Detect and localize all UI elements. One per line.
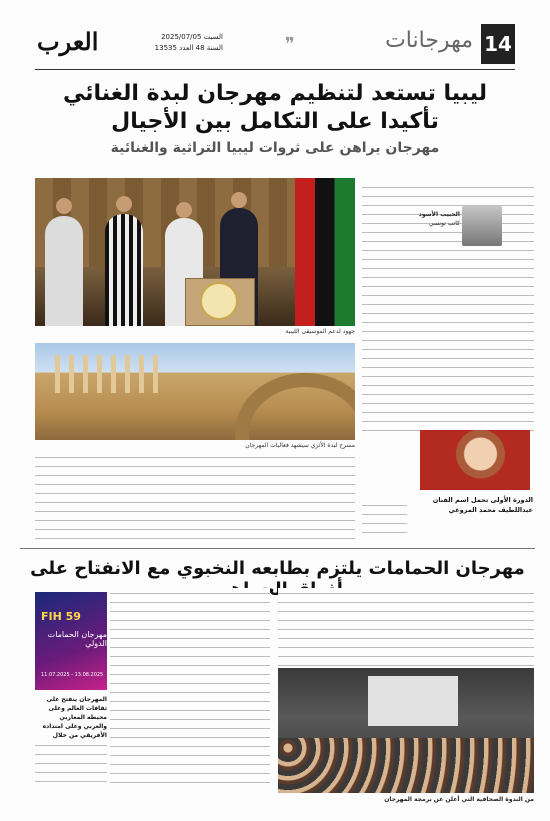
poster-dates: 11.07.2025 - 13.08.2025 [41,672,104,678]
person-1 [45,216,83,326]
column [69,355,74,393]
side-body-text [362,500,407,540]
libya-flag [295,178,355,326]
column [111,355,116,393]
person-3-head [176,202,192,218]
column [139,355,144,393]
poster-caption: المهرجان ينفتح على ثقافات العالم وعلى محيطه المغاربي والعربي وعلى امتداده الأفريقي من خلال [42,696,107,739]
article2-headline: مهرجان الحمامات يلتزم بطابعه النخبوي مع الانفتاح على [30,558,525,579]
article1-body-columns [35,452,355,544]
author-byline [405,210,460,228]
article2-body-columns [110,588,270,788]
page-header [35,22,515,70]
amphitheater-seats [235,373,355,440]
column [125,355,130,393]
poster-title: FIH 59 [41,610,81,623]
column [97,355,102,393]
issue-number: السنة 48 العدد 13535 [154,44,223,52]
ceremony-photo [35,178,355,326]
person-1-head [56,198,72,214]
author-photo [462,206,502,246]
page-number: 14 [481,24,515,64]
headline-line1: ليبيا تستعد لتنظيم مهرجان لبدة الغنائي [62,81,488,106]
author-name: الحبيب الأسود [418,211,460,218]
photo1-caption: جهود لدعم الموسيقى الليبية [285,328,355,335]
festival-poster [35,592,107,690]
headline-line2: تأكيدا على التكامل بين الأجيال [111,109,439,134]
quote-icon: ❞ [285,34,295,55]
poster-subtitle: مهرجان الحمامات الدولي [47,630,107,648]
audience [278,738,534,793]
projection-screen [368,676,458,726]
column [83,355,88,393]
article2-left-column [35,740,107,790]
artist-portrait [420,430,530,490]
newspaper-logo: العرب [37,27,99,56]
author-role: كاتب تونسي [429,220,460,227]
emblem-seal [200,282,238,320]
article2-right-column [278,588,534,666]
column [55,355,60,393]
article-divider [20,548,535,549]
leptis-theater-photo [35,343,355,440]
press-conference-photo [278,668,534,793]
column [153,355,158,393]
issue-date: السبت 2025/07/05 [161,33,223,41]
photo2-caption: مسرح لبدة الأثري سيشهد فعاليات المهرجان [245,442,355,449]
person-2 [105,214,143,326]
issue-info [153,32,223,54]
speaker-head [231,192,247,208]
article1-subheadline: مهرجان يراهن على ثروات ليبيا التراثية والغنائية [110,140,440,156]
section-title: مهرجانات [385,28,473,53]
side-caption: الدورة الأولى تحمل اسم الفنان عبداللطيف محمد المزوغي [432,496,533,514]
person-2-head [116,196,132,212]
article1-headline [20,80,530,136]
photo3-caption: من الندوة الصحافية التي أعلن عن برمجة المهرجان [384,796,534,803]
